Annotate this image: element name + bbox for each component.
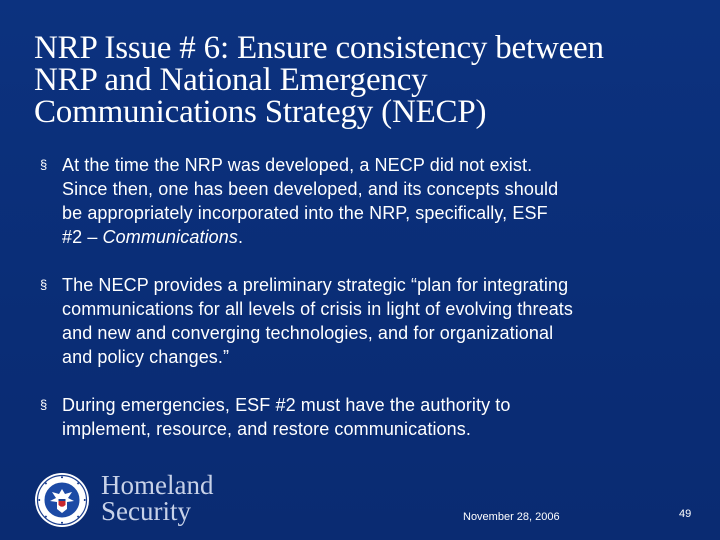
bullet-marker-icon: §: [40, 157, 48, 172]
title-line: NRP and National Emergency: [34, 62, 428, 98]
bullet-item: [40, 273, 700, 369]
bullet-list: [40, 153, 700, 441]
slide-date: November 28, 2006: [463, 511, 560, 523]
bullet-line: [62, 225, 700, 249]
bullet-line: Since then, one has been developed, and its concepts should: [62, 179, 559, 199]
bullet-item: [40, 393, 700, 441]
bullet-italic-term: Communications: [102, 227, 238, 247]
bullet-line: communications for all levels of crisis in light of evolving threats: [62, 299, 574, 319]
logo-word: Security: [101, 496, 191, 526]
slide-title: [34, 32, 694, 128]
bullet-line: be appropriately incorporated into the NRP, specifically, ESF: [62, 203, 548, 223]
title-line: NRP Issue # 6: Ensure consistency between: [34, 30, 604, 66]
logo-word: Homeland: [101, 470, 214, 500]
slide-page-number: 49: [679, 508, 692, 520]
bullet-item: [40, 153, 700, 249]
bullet-line: and new and converging technologies, and for organizational: [62, 323, 554, 343]
dhs-seal-icon: [34, 472, 90, 528]
bullet-line: implement, resource, and restore communications.: [62, 419, 471, 439]
bullet-line-suffix: .: [238, 227, 244, 247]
title-line: Communications Strategy (NECP): [34, 94, 487, 130]
logo-wordmark: [101, 472, 213, 524]
bullet-line: During emergencies, ESF #2 must have the authority to: [62, 395, 511, 415]
bullet-line-prefix: #2 –: [62, 227, 103, 247]
bullet-line: The NECP provides a preliminary strategic “plan for integrating: [62, 275, 569, 295]
bullet-line: and policy changes.”: [62, 347, 230, 367]
bullet-line: At the time the NRP was developed, a NECP did not exist.: [62, 155, 533, 175]
homeland-security-logo: [34, 470, 274, 530]
bullet-marker-icon: §: [40, 277, 48, 292]
bullet-marker-icon: §: [40, 397, 48, 412]
